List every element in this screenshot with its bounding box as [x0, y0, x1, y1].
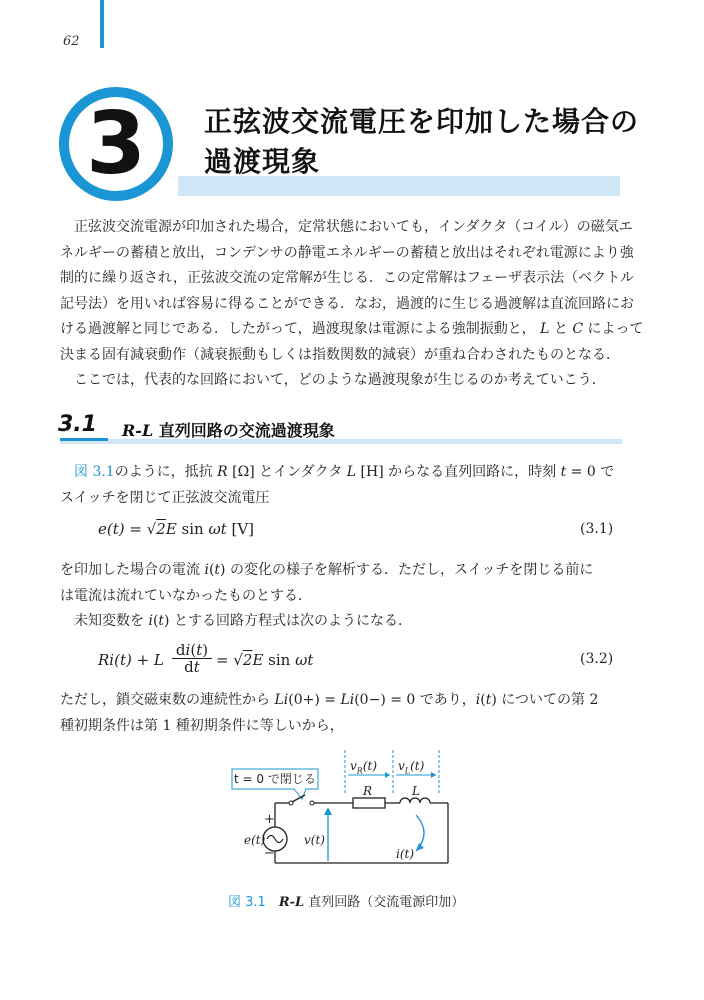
- chapter-title-line1: 正弦波交流電圧を印加した場合の: [204, 105, 640, 138]
- intro-line: 決まる固有減衰動作（減衰振動もしくは指数関数的減衰）が重ね合わされたものとなる．: [60, 346, 620, 363]
- switch-label: t = 0 で閉じる: [234, 772, 316, 786]
- equation-3-1: e(t) = √2E sin ωt [V]: [98, 520, 255, 538]
- body-line: 未知変数を i(t) とする回路方程式は次のようになる．: [74, 613, 412, 629]
- intro-line: 正弦波交流電源が印加された場合，定常状態においても，インダクタ（コイル）の磁気エ: [74, 219, 633, 235]
- body-line: を印加した場合の電流 i(t) の変化の様子を解析する．ただし，スイッチを閉じる前に: [60, 562, 594, 578]
- plus-sign: +: [264, 812, 275, 827]
- inductor: [400, 798, 430, 803]
- minus-sign: −: [264, 846, 275, 861]
- intro-line: ここでは，代表的な回路において，どのような過渡現象が生じるのか考えていこう．: [74, 372, 606, 388]
- resistor: [353, 798, 385, 808]
- page-number: 62: [63, 34, 80, 49]
- chapter-number: 3: [86, 94, 146, 194]
- header-rule: [100, 0, 104, 48]
- body-line: ただし，鎖交磁束数の連続性から Li(0+) = Li(0−) = 0 であり，i(t) についての第 2: [60, 692, 599, 708]
- figure-reference[interactable]: 図 3.1: [74, 464, 115, 480]
- body-line: は電流は流れていなかったものとする．: [60, 587, 312, 604]
- body-line: 種初期条件は第 1 種初期条件に等しいから，: [60, 717, 344, 734]
- section-number: 3.1: [58, 412, 97, 437]
- resistor-label: R: [363, 784, 373, 798]
- source-label: e(t): [244, 833, 266, 847]
- vr-label: $v_R(t)$: [350, 759, 378, 776]
- body-line: スイッチを閉じて正弦波交流電圧: [60, 489, 270, 506]
- intro-line: 記号法）を用いれば容易に得ることができる．なお，過渡的に生じる過渡解は直流回路にお: [60, 295, 634, 312]
- section-accent: [60, 438, 108, 441]
- section-title: R-L 直列回路の交流過渡現象: [122, 421, 335, 440]
- inductor-label: L: [412, 784, 420, 798]
- chapter-title-line2: 過渡現象: [204, 145, 321, 178]
- figure-caption: 図 3.1 R-L 直列回路（交流電源印加）: [228, 895, 465, 910]
- equation-number: (3.2): [580, 651, 614, 667]
- voltage-label: v(t): [304, 833, 325, 847]
- body-line: 図 3.1のように，抵抗 R [Ω] とインダクタ L [H] からなる直列回路に，時刻 t = 0 で: [74, 464, 615, 480]
- equation-number: (3.1): [580, 521, 614, 537]
- intro-line: ネルギーの蓄積と放出，コンデンサの静電エネルギーの蓄積と放出はそれぞれ電源により強: [60, 244, 634, 261]
- intro-line: ける過渡解と同じである．したがって，過渡現象は電源による強制振動と， L と C によって: [60, 321, 644, 337]
- current-label: i(t): [396, 847, 415, 861]
- intro-line: 制的に繰り返され，正弦波交流の定常解が生じる．この定常解はフェーザ表示法（ベクトル: [60, 270, 635, 286]
- switch-blade: [292, 795, 305, 802]
- vl-label: $v_L(t)$: [398, 759, 425, 776]
